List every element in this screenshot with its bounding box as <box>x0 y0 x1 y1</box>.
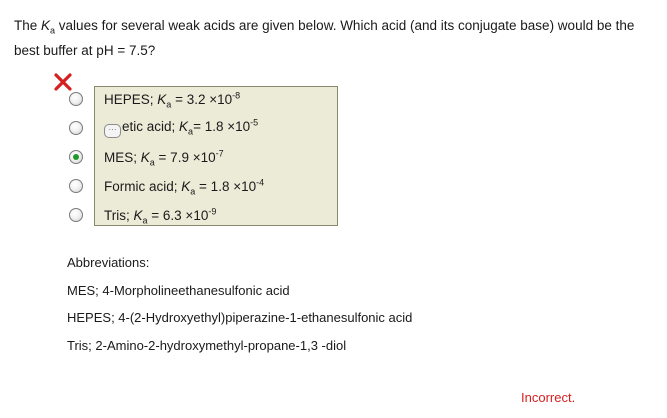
option-label: Formic acid; $K_a = 1.8 \times 10^{-4}$ <box>104 177 265 197</box>
question-text: The $K_a$ values for several weak acids are given below. Which acid (and its conjugate base) would be the best buffer at pH = 7.5? <box>14 18 635 58</box>
radio-button[interactable] <box>69 179 83 193</box>
radio-button-selected[interactable] <box>69 150 83 164</box>
radio-button[interactable] <box>69 208 83 222</box>
option-label: HEPES; $K_a = 3.2 \times 10^{-8}$ <box>104 90 241 110</box>
option-label: Tris; $K_a = 6.3 \times 10^{-9}$ <box>104 206 217 226</box>
option-tris[interactable] <box>69 204 216 226</box>
option-hepes[interactable] <box>69 88 240 110</box>
abbreviation-tris: Tris; 2-Amino-2-hydroxymethyl-propane-1,3 -diol <box>67 338 347 353</box>
abbreviation-hepes: HEPES; 4-(2-Hydroxyethyl)piperazine-1-ethanesulfonic acid <box>67 310 413 325</box>
option-mes[interactable] <box>69 146 224 168</box>
option-formic-acid[interactable] <box>69 175 264 197</box>
feedback-incorrect: Incorrect. <box>521 390 576 405</box>
radio-button[interactable] <box>69 121 83 135</box>
option-label: MES; $K_a = 7.9 \times 10^{-7}$ <box>104 148 224 168</box>
abbreviations-heading: Abbreviations: <box>67 255 150 270</box>
radio-button[interactable] <box>69 92 83 106</box>
option-label: ··· etic acid; $K_a= 1.8 \times 10^{-5}$ <box>104 119 258 138</box>
option-acetic-acid[interactable] <box>69 117 258 139</box>
comment-bubble-icon[interactable]: ··· <box>104 124 121 138</box>
abbreviation-mes: MES; 4-Morpholineethanesulfonic acid <box>67 283 290 298</box>
